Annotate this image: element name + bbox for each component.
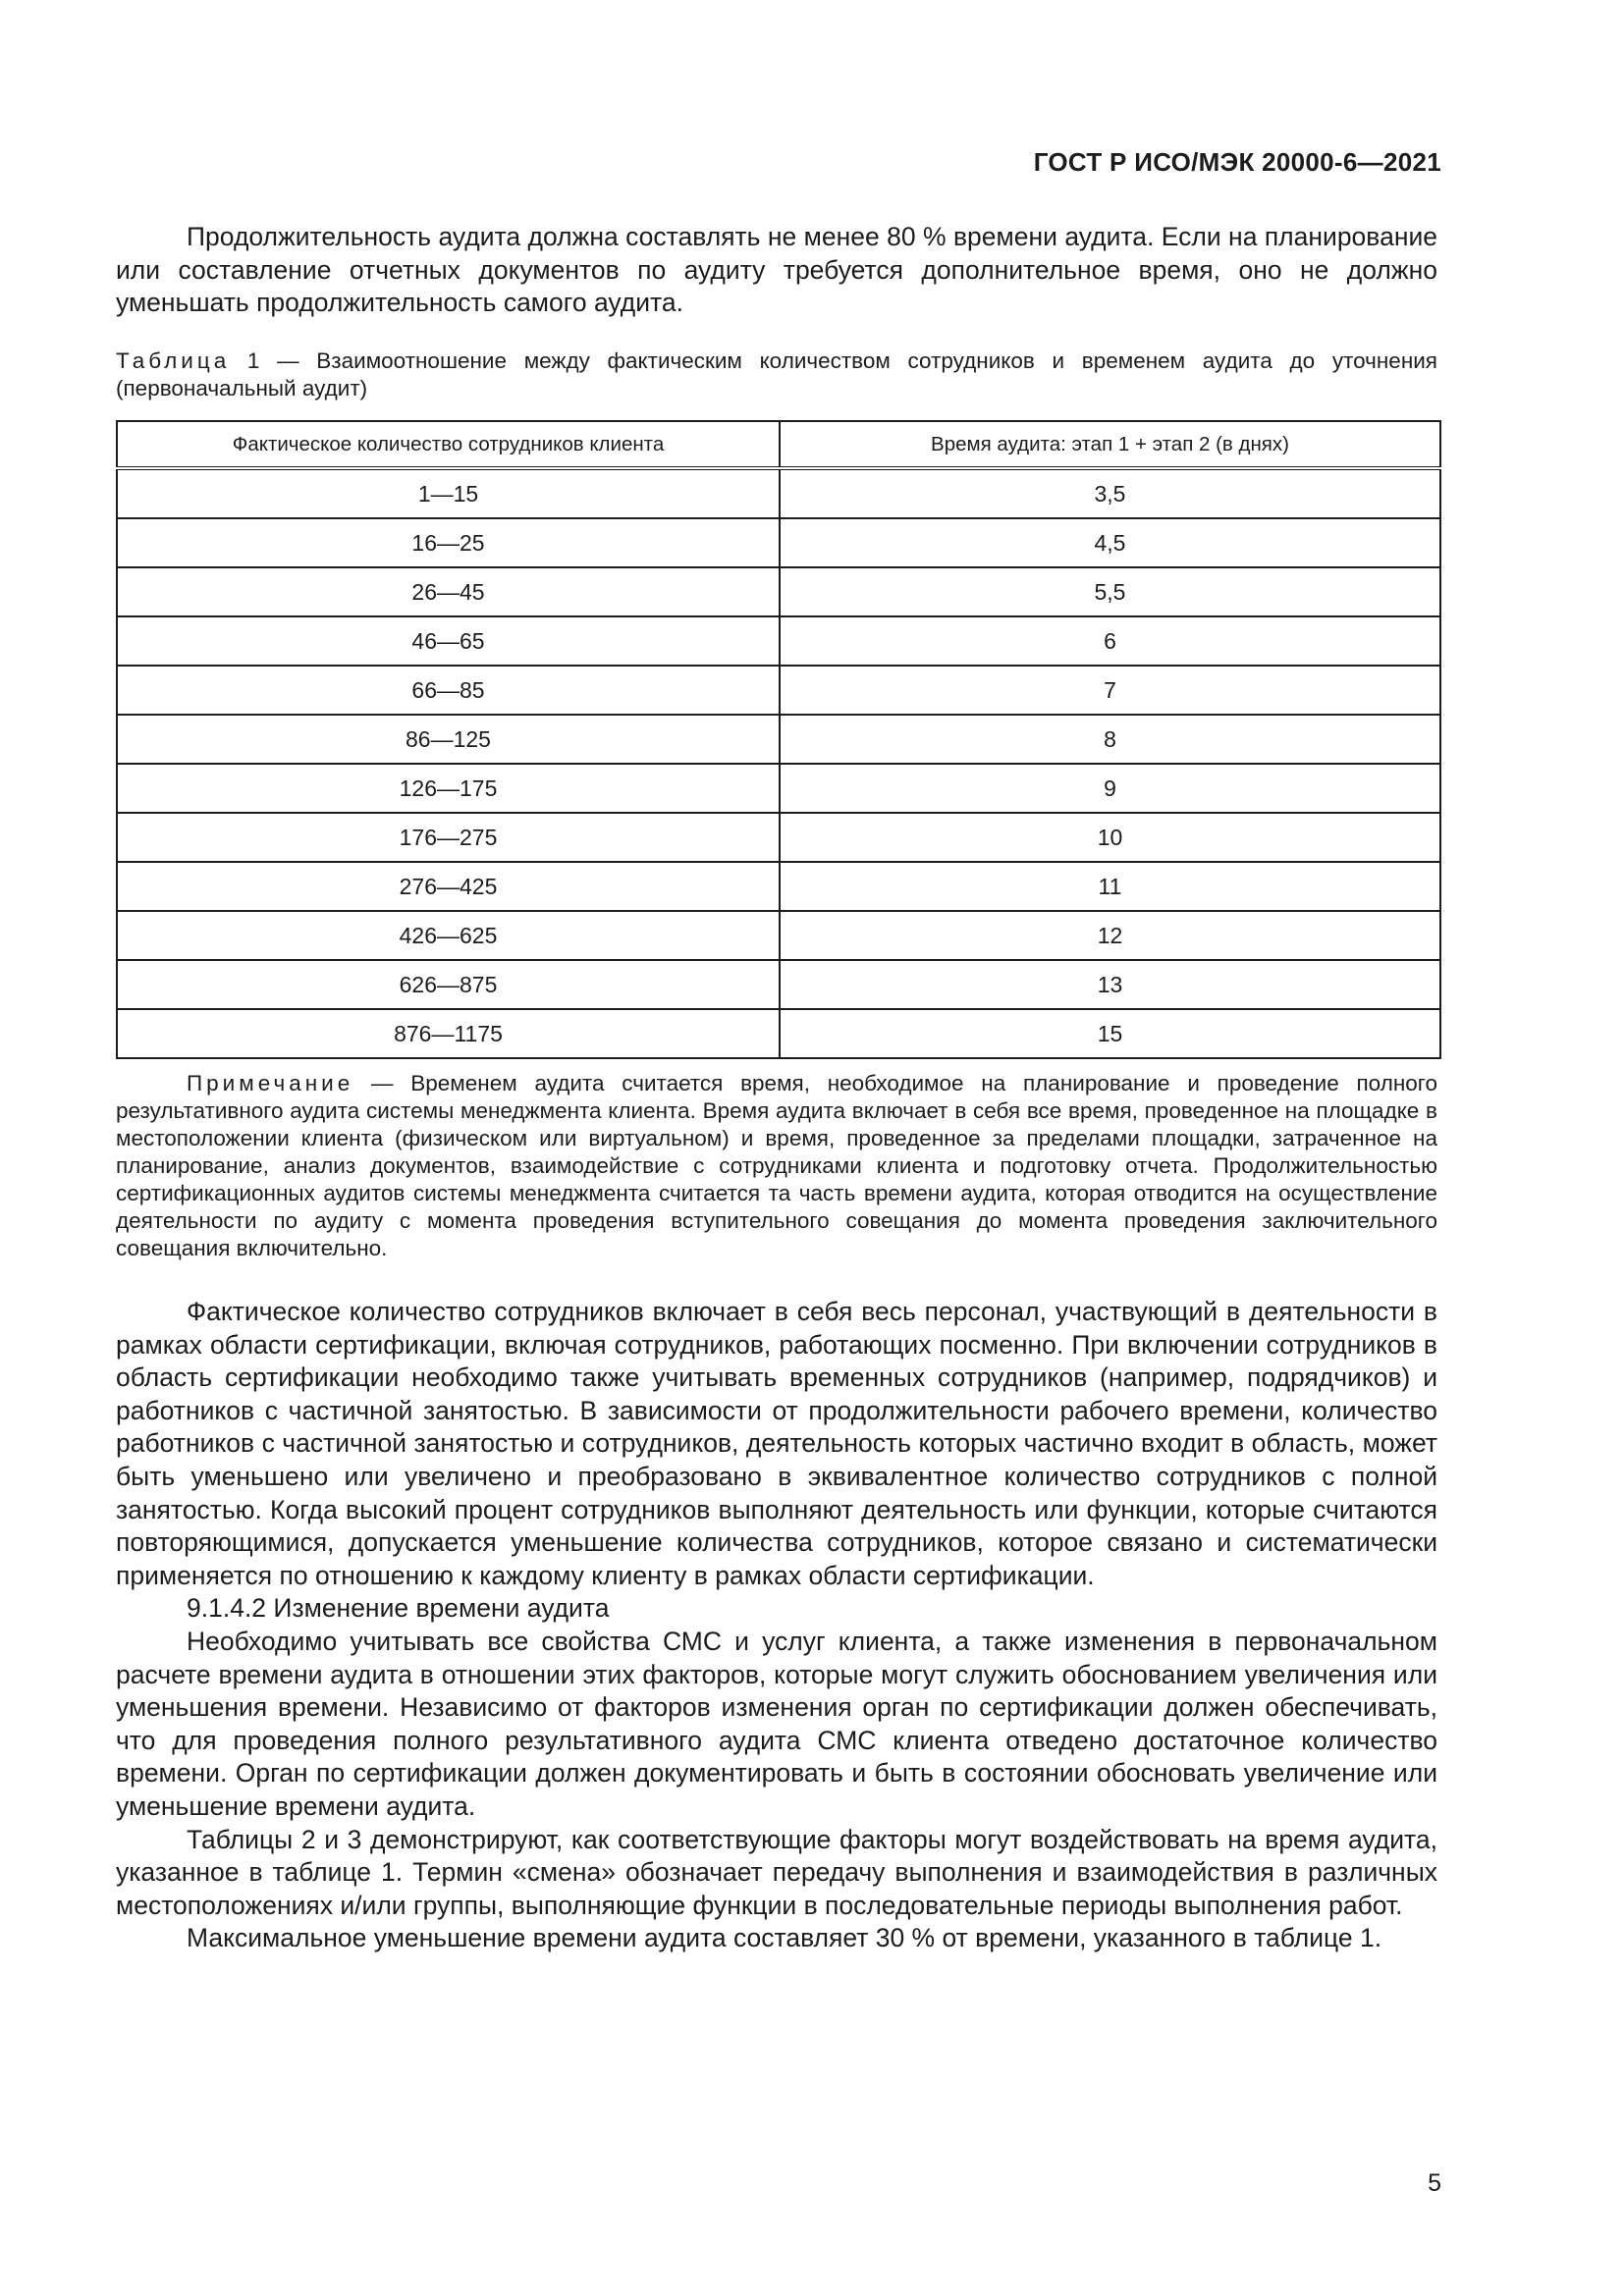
employees-cell: 66—85: [117, 666, 780, 715]
intro-paragraph: Продолжительность аудита должна составлять не менее 80 % времени аудита. Если на планирование или составление отчетных документов по аудиту требуется дополнительное время, оно не должно уменьшать продолжительность самого аудита.: [116, 222, 1437, 318]
table-note: [116, 1070, 1437, 1262]
days-cell: 12: [780, 911, 1440, 960]
paragraph-employees: Фактическое количество сотрудников включает в себя весь персонал, участвующий в деятельности в рамках области сертификации, включая сотрудников, работающих посменно. При включении сотрудников в область сертификации необходимо также учитывать временных сотрудников (например, подрядчиков) и работников с частичной занятостью. В зависимости от продолжительности рабочего времени, количество работников с частичной занятостью и сотрудников, деятельность которых частично входит в область, может быть уменьшено или увеличено и преобразовано в эквивалентное количество сотрудников с полной занятостью. Когда высокий процент сотрудников выполняют деятельность или функции, которые считаются повторяющимися, допускается уменьшение количества сотрудников, которое связано и систематически применяется по отношению к каждому клиенту в рамках области сертификации.: [116, 1297, 1437, 1590]
table-caption: [116, 347, 1437, 402]
document-header: ГОСТ Р ИСО/МЭК 20000-6—2021: [1033, 147, 1441, 177]
table-row: [117, 616, 1440, 666]
employees-cell: 626—875: [117, 960, 780, 1009]
table-caption-label: Таблица: [116, 348, 231, 373]
employees-cell: 1—15: [117, 468, 780, 518]
employees-cell: 876—1175: [117, 1009, 780, 1058]
table-row: [117, 764, 1440, 813]
employees-cell: 426—625: [117, 911, 780, 960]
table-row: [117, 715, 1440, 764]
column-header-employees: Фактическое количество сотрудников клиента: [117, 421, 780, 468]
days-cell: 4,5: [780, 518, 1440, 567]
employees-cell: 126—175: [117, 764, 780, 813]
table-row: [117, 468, 1440, 518]
table-row: [117, 862, 1440, 911]
table-row: [117, 1009, 1440, 1058]
employees-cell: 16—25: [117, 518, 780, 567]
note-label: Примечание: [187, 1071, 354, 1095]
paragraph-tables-2-3: Таблицы 2 и 3 демонстрируют, как соответствующие факторы могут воздействовать на время аудита, указанное в таблице 1. Термин «смена» обозначает передачу выполнения и взаимодействия в различных местоположениях и/или группы, выполняющие функции в последовательные периоды выполнения работ.: [116, 1824, 1437, 1920]
table-row: [117, 813, 1440, 862]
days-cell: 5,5: [780, 567, 1440, 616]
days-cell: 13: [780, 960, 1440, 1009]
paragraph-max-reduction: Максимальное уменьшение времени аудита составляет 30 % от времени, указанного в таблице 1.: [187, 1923, 1382, 1953]
employees-cell: 176—275: [117, 813, 780, 862]
days-cell: 9: [780, 764, 1440, 813]
days-cell: 3,5: [780, 468, 1440, 518]
days-cell: 15: [780, 1009, 1440, 1058]
table-row: [117, 911, 1440, 960]
days-cell: 11: [780, 862, 1440, 911]
column-header-audit-days: Время аудита: этап 1 + этап 2 (в днях): [780, 421, 1440, 468]
table-caption-title: 1 — Взаимоотношение между фактическим количеством сотрудников и временем аудита до уточнения (первоначальный аудит): [116, 348, 1437, 400]
employees-cell: 276—425: [117, 862, 780, 911]
note-text: — Временем аудита считается время, необходимое на планирование и проведение полного результативного аудита системы менеджмента клиента. Время аудита включает в себя все время, проведенное на площадке в местоположении клиента (физическом или виртуальном) и время, проведенное за пределами площадки, затраченное на планирование, анализ документов, взаимодействие с сотрудниками клиента и подготовку отчета. Продолжительностью сертификационных аудитов системы менеджмента считается та часть времени аудита, которая отводится на осуществление деятельности по аудиту с момента проведения вступительного совещания до момента проведения заключительного совещания включительно.: [116, 1071, 1437, 1260]
page-number: 5: [1428, 2169, 1441, 2197]
employees-cell: 26—45: [117, 567, 780, 616]
days-cell: 8: [780, 715, 1440, 764]
employees-cell: 46—65: [117, 616, 780, 666]
table-row: [117, 666, 1440, 715]
body-text: [116, 1296, 1437, 1955]
table-row: [117, 960, 1440, 1009]
days-cell: 7: [780, 666, 1440, 715]
days-cell: 6: [780, 616, 1440, 666]
table-row: [117, 567, 1440, 616]
section-heading-9-1-4-2: 9.1.4.2 Изменение времени аудита: [187, 1593, 610, 1624]
paragraph-audit-time-change: Необходимо учитывать все свойства СМС и услуг клиента, а также изменения в первоначальном расчете времени аудита в отношении этих факторов, которые могут служить обоснованием увеличения или уменьшения времени. Независимо от факторов изменения орган по сертификации должен обеспечивать, что для проведения полного результативного аудита СМС клиента отведено достаточное количество времени. Орган по сертификации должен документировать и быть в состоянии обосновать увеличение или уменьшение времени аудита.: [116, 1626, 1437, 1821]
audit-time-table: [116, 420, 1441, 1059]
table-header-row: [117, 421, 1440, 468]
employees-cell: 86—125: [117, 715, 780, 764]
table-row: [117, 518, 1440, 567]
days-cell: 10: [780, 813, 1440, 862]
